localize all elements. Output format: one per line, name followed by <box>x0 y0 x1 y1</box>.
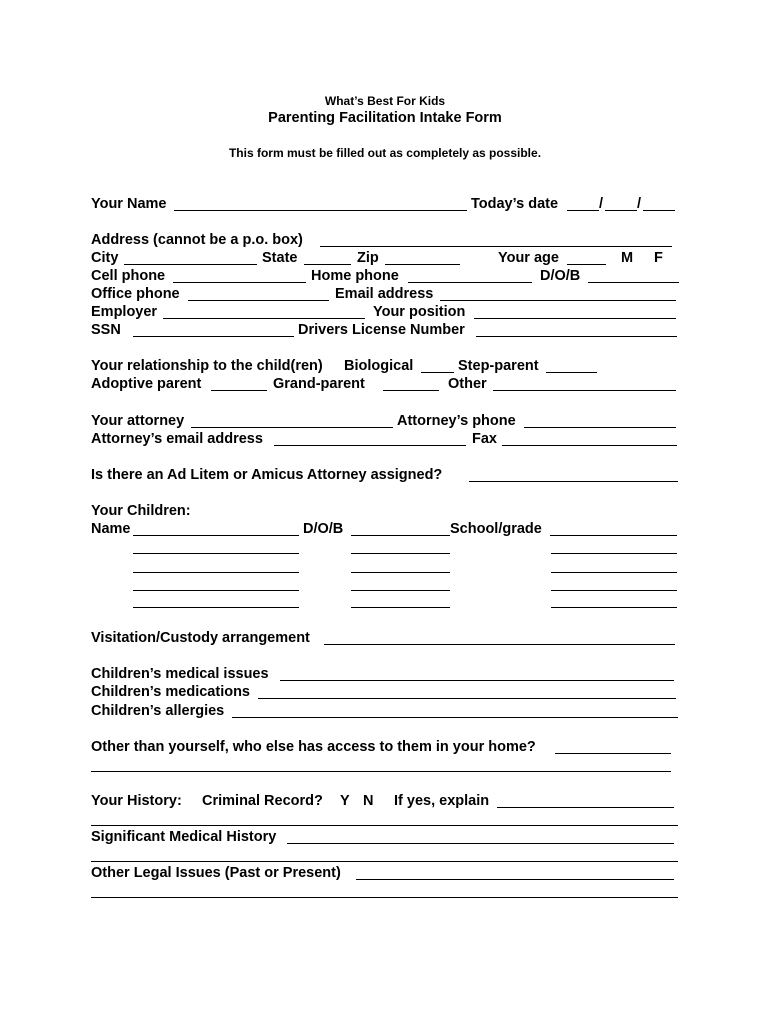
child-dob-field-5[interactable] <box>351 607 450 608</box>
home-phone-field[interactable] <box>408 282 532 283</box>
your-history-label: Your History: <box>91 793 182 809</box>
criminal-record-label: Criminal Record? <box>202 793 323 809</box>
attorney-email-field[interactable] <box>274 445 466 446</box>
grand-parent-field[interactable] <box>383 390 439 391</box>
your-age-label: Your age <box>498 250 559 266</box>
child-school-field-5[interactable] <box>551 607 677 608</box>
state-field[interactable] <box>304 264 351 265</box>
medications-label: Children’s medications <box>91 684 250 700</box>
drivers-license-field[interactable] <box>476 336 677 337</box>
child-name-label: Name <box>91 521 131 537</box>
zip-field[interactable] <box>385 264 460 265</box>
ssn-label: SSN <box>91 322 121 338</box>
attorney-phone-field[interactable] <box>524 427 676 428</box>
criminal-record-no-option[interactable]: N <box>363 793 374 809</box>
your-age-field[interactable] <box>567 264 606 265</box>
adoptive-parent-label: Adoptive parent <box>91 376 202 392</box>
medical-issues-label: Children’s medical issues <box>91 666 269 682</box>
todays-date-label: Today’s date <box>471 196 559 212</box>
dob-field[interactable] <box>588 282 679 283</box>
sex-male-option[interactable]: M <box>621 250 634 266</box>
date-day-field[interactable] <box>605 210 637 211</box>
state-label: State <box>262 250 298 266</box>
allergies-field[interactable] <box>232 717 678 718</box>
medical-issues-field[interactable] <box>280 680 674 681</box>
email-address-label: Email address <box>335 286 434 302</box>
child-school-field-2[interactable] <box>551 553 677 554</box>
relationship-label: Your relationship to the child(ren) <box>91 358 323 374</box>
form-title: Parenting Facilitation Intake Form <box>268 110 502 126</box>
attorney-email-label: Attorney’s email address <box>91 431 263 447</box>
visitation-label: Visitation/Custody arrangement <box>91 630 310 646</box>
attorney-phone-label: Attorney’s phone <box>397 413 516 429</box>
legal-issues-field-2[interactable] <box>91 897 678 898</box>
other-relationship-field[interactable] <box>493 390 676 391</box>
form-instruction: This form must be filled out as completely as possible. <box>228 146 542 160</box>
ad-litem-field[interactable] <box>469 481 678 482</box>
your-position-field[interactable] <box>474 318 676 319</box>
child-dob-field-4[interactable] <box>351 590 450 591</box>
child-school-field-4[interactable] <box>551 590 677 591</box>
medical-history-field-2[interactable] <box>91 861 678 862</box>
date-slash-1: / <box>599 196 604 212</box>
zip-label: Zip <box>357 250 379 266</box>
your-attorney-label: Your attorney <box>91 413 185 429</box>
criminal-explain-field-2[interactable] <box>91 825 678 826</box>
adoptive-parent-field[interactable] <box>211 390 267 391</box>
legal-issues-label: Other Legal Issues (Past or Present) <box>91 865 341 881</box>
child-name-field-2[interactable] <box>133 553 299 554</box>
grand-parent-label: Grand-parent <box>273 376 365 392</box>
child-name-field-4[interactable] <box>133 590 299 591</box>
criminal-record-yes-option[interactable]: Y <box>340 793 350 809</box>
home-access-field-1[interactable] <box>555 753 671 754</box>
employer-field[interactable] <box>163 318 365 319</box>
city-field[interactable] <box>124 264 257 265</box>
child-dob-label: D/O/B <box>303 521 344 537</box>
office-phone-field[interactable] <box>188 300 329 301</box>
organization-name: What’s Best For Kids <box>324 94 446 108</box>
allergies-label: Children’s allergies <box>91 703 225 719</box>
cell-phone-field[interactable] <box>173 282 306 283</box>
child-school-field-1[interactable] <box>550 535 677 536</box>
dob-label: D/O/B <box>540 268 581 284</box>
child-dob-field-1[interactable] <box>351 535 450 536</box>
cell-phone-label: Cell phone <box>91 268 166 284</box>
child-name-field-1[interactable] <box>133 535 299 536</box>
your-position-label: Your position <box>373 304 466 320</box>
criminal-explain-field-1[interactable] <box>497 807 674 808</box>
city-label: City <box>91 250 119 266</box>
your-name-label: Your Name <box>91 196 167 212</box>
email-address-field[interactable] <box>440 300 676 301</box>
office-phone-label: Office phone <box>91 286 180 302</box>
your-children-heading: Your Children: <box>91 503 191 519</box>
sex-female-option[interactable]: F <box>654 250 663 266</box>
child-school-field-3[interactable] <box>551 572 677 573</box>
date-month-field[interactable] <box>567 210 599 211</box>
your-name-field[interactable] <box>174 210 467 211</box>
child-name-field-5[interactable] <box>133 607 299 608</box>
step-parent-field[interactable] <box>546 372 597 373</box>
date-slash-2: / <box>637 196 642 212</box>
child-dob-field-3[interactable] <box>351 572 450 573</box>
home-access-question: Other than yourself, who else has access to them in your home? <box>91 739 536 755</box>
ad-litem-question: Is there an Ad Litem or Amicus Attorney assigned? <box>91 467 443 483</box>
other-relationship-label: Other <box>448 376 487 392</box>
employer-label: Employer <box>91 304 158 320</box>
date-year-field[interactable] <box>643 210 675 211</box>
address-label: Address (cannot be a p.o. box) <box>91 232 303 248</box>
ssn-field[interactable] <box>133 336 294 337</box>
biological-label: Biological <box>344 358 414 374</box>
drivers-license-label: Drivers License Number <box>298 322 465 338</box>
if-yes-explain-label: If yes, explain <box>394 793 490 809</box>
legal-issues-field-1[interactable] <box>356 879 674 880</box>
home-access-field-2[interactable] <box>91 771 671 772</box>
medications-field[interactable] <box>258 698 676 699</box>
medical-history-field-1[interactable] <box>287 843 674 844</box>
step-parent-label: Step-parent <box>458 358 539 374</box>
medical-history-label: Significant Medical History <box>91 829 277 845</box>
biological-field[interactable] <box>421 372 454 373</box>
address-field[interactable] <box>320 246 672 247</box>
child-name-field-3[interactable] <box>133 572 299 573</box>
home-phone-label: Home phone <box>311 268 399 284</box>
your-attorney-field[interactable] <box>191 427 393 428</box>
fax-label: Fax <box>472 431 497 447</box>
child-dob-field-2[interactable] <box>351 553 450 554</box>
fax-field[interactable] <box>502 445 677 446</box>
school-grade-label: School/grade <box>450 521 542 537</box>
visitation-field[interactable] <box>324 644 675 645</box>
